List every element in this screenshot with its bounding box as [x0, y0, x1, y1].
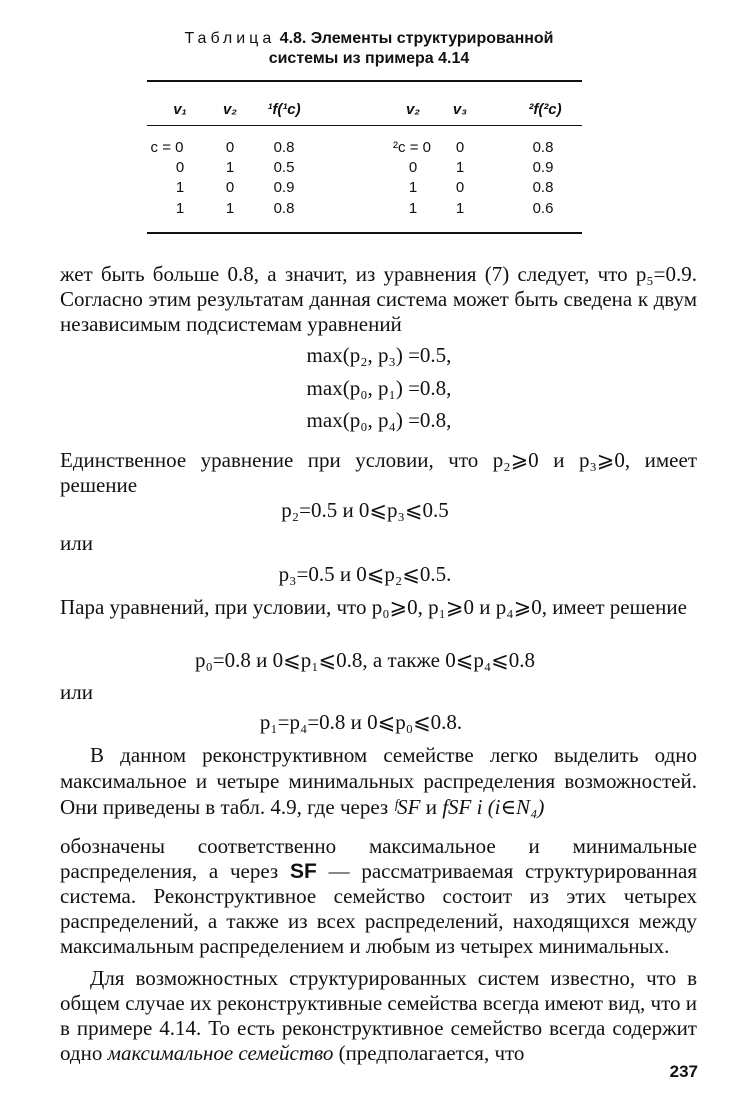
header-right-2: v₃ — [452, 101, 468, 118]
table-cell: 1 — [408, 200, 418, 217]
table-cell: 0 — [175, 159, 185, 176]
table-cell: 1 — [225, 200, 235, 217]
symbol-condition: (i∈N₄) — [487, 795, 545, 819]
table-cell: 1 — [175, 179, 185, 196]
table-cell: 0 — [408, 159, 418, 176]
paragraph-4-text: В данном реконструктивном семействе легко выделить одно максимальное и четыре минимальных распределения возможностей. Они приведены в табл. 4.9, где через — [60, 743, 697, 819]
page-number: 237 — [669, 1062, 698, 1081]
table-cell: ²c = 0 — [393, 139, 431, 156]
header-right-1: v₂ — [405, 101, 421, 118]
paragraph-5 — [60, 834, 697, 959]
caption-rest: 4.8. Элементы структурированной — [279, 30, 554, 47]
header-right-3: ²f(²c) — [528, 101, 562, 118]
paragraph-4 — [60, 742, 697, 820]
paragraph-4-and: и — [425, 795, 437, 819]
paragraph-3: Пара уравнений, при условии, что p₀⩾0, p₁⩾0 и p₄⩾0, имеет решение — [60, 595, 687, 619]
table-cell: 0.8 — [532, 179, 554, 196]
table-cell: 0 — [455, 179, 465, 196]
word-or-2: или — [60, 680, 93, 704]
equation-2: max(p₀, p₁) =0.8, — [306, 376, 452, 400]
table-bottom-rule — [147, 232, 582, 234]
equation-4: p₂=0.5 и 0⩽p₃⩽0.5 — [281, 498, 449, 522]
equation-6: p₀=0.8 и 0⩽p₁⩽0.8, а также 0⩽p₄⩽0.8 — [194, 648, 535, 672]
word-or-1: или — [60, 531, 93, 555]
table-cell: 0 — [455, 139, 465, 156]
symbol-max-distribution: ᶠSF — [393, 795, 421, 819]
header-left-1: v₁ — [173, 101, 187, 118]
equation-5: p₃=0.5 и 0⩽p₂⩽0.5. — [278, 562, 452, 586]
table-cell: 0.9 — [273, 179, 295, 196]
paragraph-2: Единственное уравнение при условии, что p₂⩾0 и p₃⩾0, имеет решение — [60, 448, 697, 497]
table-cell: c = 0 — [150, 139, 184, 156]
header-left-3: ¹f(¹c) — [267, 101, 301, 118]
symbol-min-distribution: fSF i — [442, 795, 483, 819]
table-header-rule — [147, 125, 582, 126]
header-left-2: v₂ — [222, 101, 238, 118]
paragraph-6-italic: максимальное семейство — [107, 1041, 334, 1065]
table-cell: 0.5 — [273, 159, 295, 176]
paragraph-6 — [60, 966, 697, 1066]
equation-1: max(p₂, p₃) =0.5, — [306, 343, 452, 367]
equation-7: p₁=p₄=0.8 и 0⩽p₀⩽0.8. — [259, 710, 463, 734]
table-top-rule — [147, 80, 582, 82]
table-cell: 0 — [225, 179, 235, 196]
table-cell: 1 — [455, 200, 465, 217]
table-cell: 1 — [455, 159, 465, 176]
caption-lead: Таблица — [184, 30, 276, 47]
table-cell: 1 — [175, 200, 185, 217]
table-cell: 1 — [408, 179, 418, 196]
table-cell: 1 — [225, 159, 235, 176]
table-cell: 0 — [225, 139, 235, 156]
paragraph-6-text-b: (предполагается, что — [338, 1041, 525, 1065]
paragraph-5-text-b: — рассматриваемая структурированная система. Реконструктивное семейство состоит из этих четырех распределений, а также из всех распределений, находящихся между максимальным распределением и любым из четырех минимальных. — [60, 859, 698, 958]
equation-3: max(p₀, p₄) =0.8, — [306, 408, 452, 432]
table-caption-line2: системы из примера 4.14 — [268, 50, 470, 67]
table-cell: 0.9 — [532, 159, 554, 176]
table-cell: 0.8 — [273, 200, 295, 217]
paragraph-6-text-a: Для возможностных структурированных систем известно, что в общем случае их реконструктивные семейства всегда имеют вид, что и в примере 4.14. То есть реконструктивное семейство всегда содержит одно — [60, 966, 697, 1065]
table-cell: 0.8 — [273, 139, 295, 156]
paragraph-1: жет быть больше 0.8, а значит, из уравнения (7) следует, что p₅=0.9. Согласно этим результатам данная система может быть сведена к двум независимым подсистемам уравнений — [60, 262, 697, 336]
table-cell: 0.6 — [532, 200, 554, 217]
table-caption — [0, 30, 738, 48]
sf-symbol: SF — [289, 860, 317, 883]
table-cell: 0.8 — [532, 139, 554, 156]
paragraph-5-text-a: обозначены соответственно максимальное и минимальные распределения, а через — [60, 834, 697, 883]
